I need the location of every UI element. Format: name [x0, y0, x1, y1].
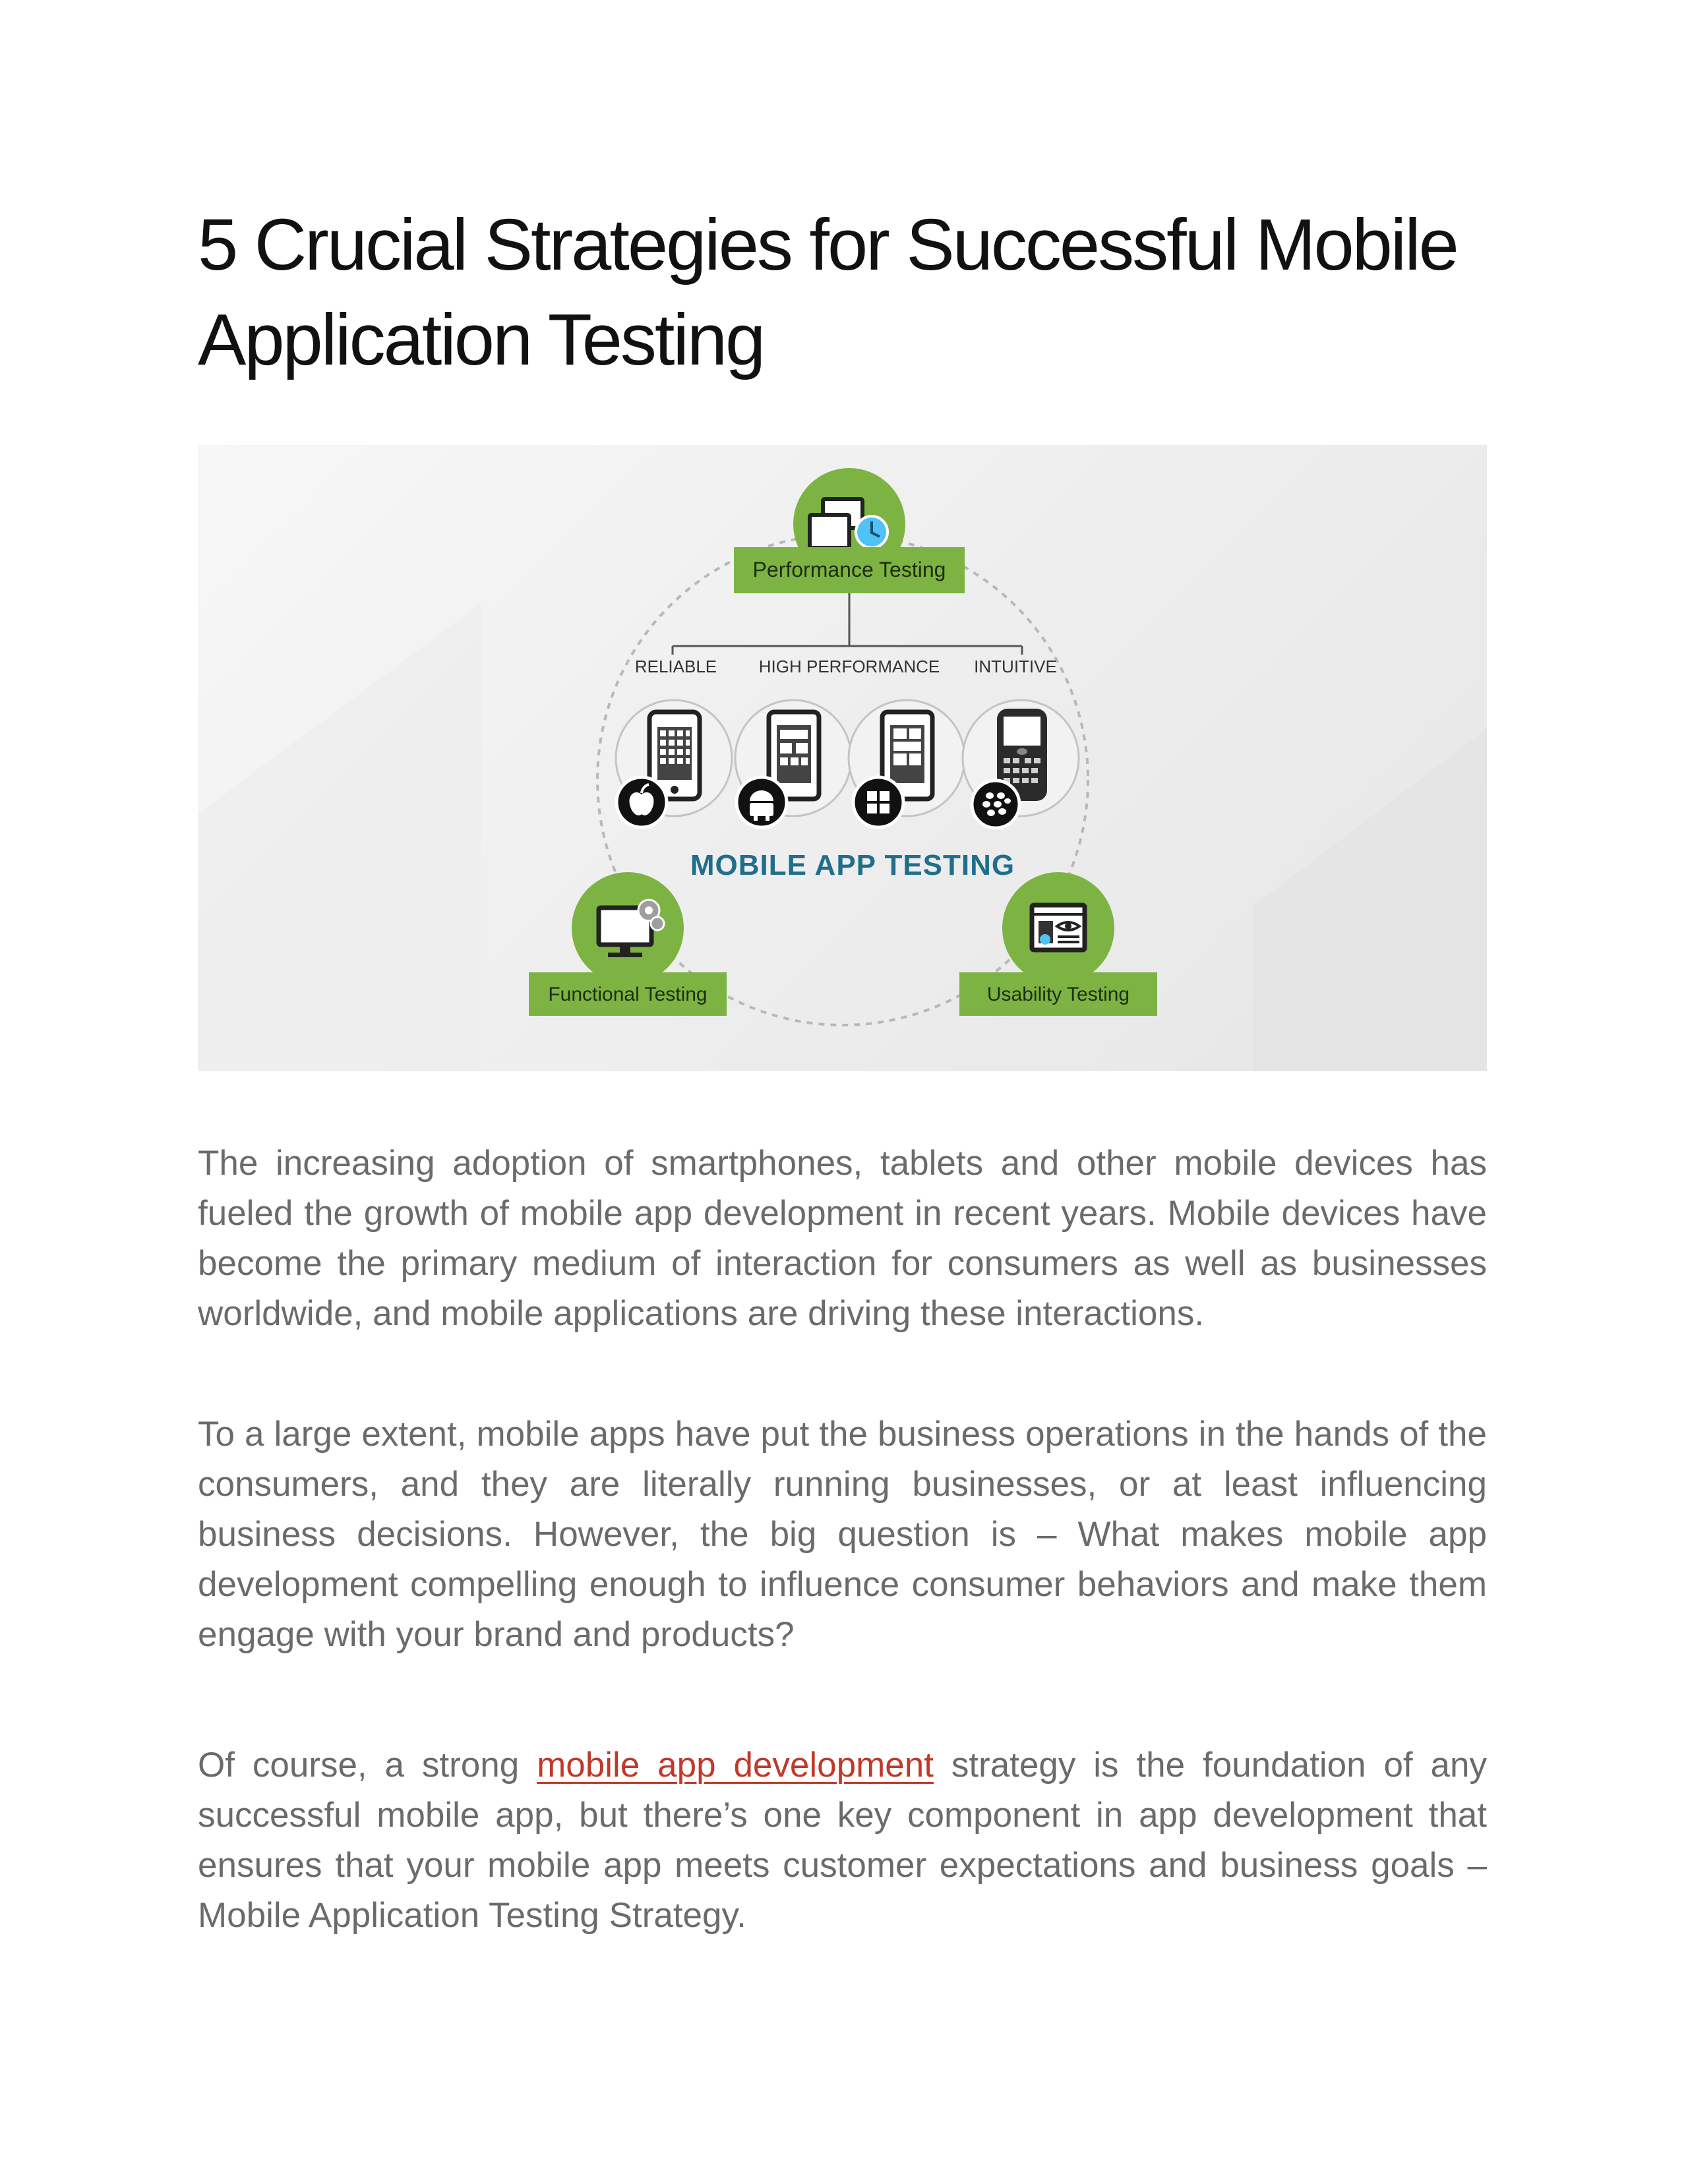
paragraph-1: The increasing adoption of smartphones, tablets and other mobile devices has fueled the growth of mobile app development in recent years. Mobile devices have become the primary medium of interaction for consumers as well as businesses worldwide, and mobile applications are driving these interactions.	[198, 1144, 1487, 1333]
attribute-reliable: RELIABLE	[634, 657, 717, 676]
mobile-app-testing-diagram	[198, 445, 1487, 1071]
article-title: 5 Crucial Strategies for Successful Mobile Application Testing	[198, 204, 1457, 380]
mobile-app-testing-label: MOBILE APP TESTING	[690, 849, 1015, 881]
performance-testing-label: Performance Testing	[752, 558, 946, 581]
usability-testing-node	[959, 872, 1157, 1016]
device-android	[735, 700, 851, 827]
paragraph-3	[198, 1740, 1487, 1941]
functional-testing-node	[529, 872, 727, 1016]
android-icon	[737, 777, 787, 827]
paragraph-3-intro: Of course, a strong	[198, 1746, 537, 1785]
functional-testing-label: Functional Testing	[548, 984, 708, 1005]
usability-testing-label: Usability Testing	[986, 984, 1130, 1005]
device-windows-phone	[849, 700, 965, 827]
device-blackberry	[963, 700, 1079, 828]
attribute-high-performance: HIGH PERFORMANCE	[758, 657, 940, 676]
browser-eye-icon	[1032, 905, 1085, 950]
apple-icon	[617, 777, 667, 827]
paragraph-3-rest: strategy is the foundation of any successful mobile app, but there’s one key component in app development that ensures that your mobile app meets customer expectations and business goals – Mobile Application Testing Strategy.	[198, 1746, 1487, 1935]
windows-icon	[853, 777, 903, 827]
attribute-intuitive: INTUITIVE	[974, 657, 1057, 676]
mobile-app-development-link[interactable]: mobile app development	[537, 1746, 934, 1785]
performance-testing-node	[734, 468, 965, 593]
attribute-tree	[673, 593, 1022, 655]
device-iphone	[616, 700, 732, 827]
blackberry-icon	[972, 781, 1019, 828]
paragraph-2: To a large extent, mobile apps have put the business operations in the hands of the consumers, and they are literally running businesses, or at least influencing business decisions. However, the big question is – What makes mobile app development compelling enough to influence consumer behaviors and make them engage with your brand and products?	[198, 1415, 1487, 1654]
